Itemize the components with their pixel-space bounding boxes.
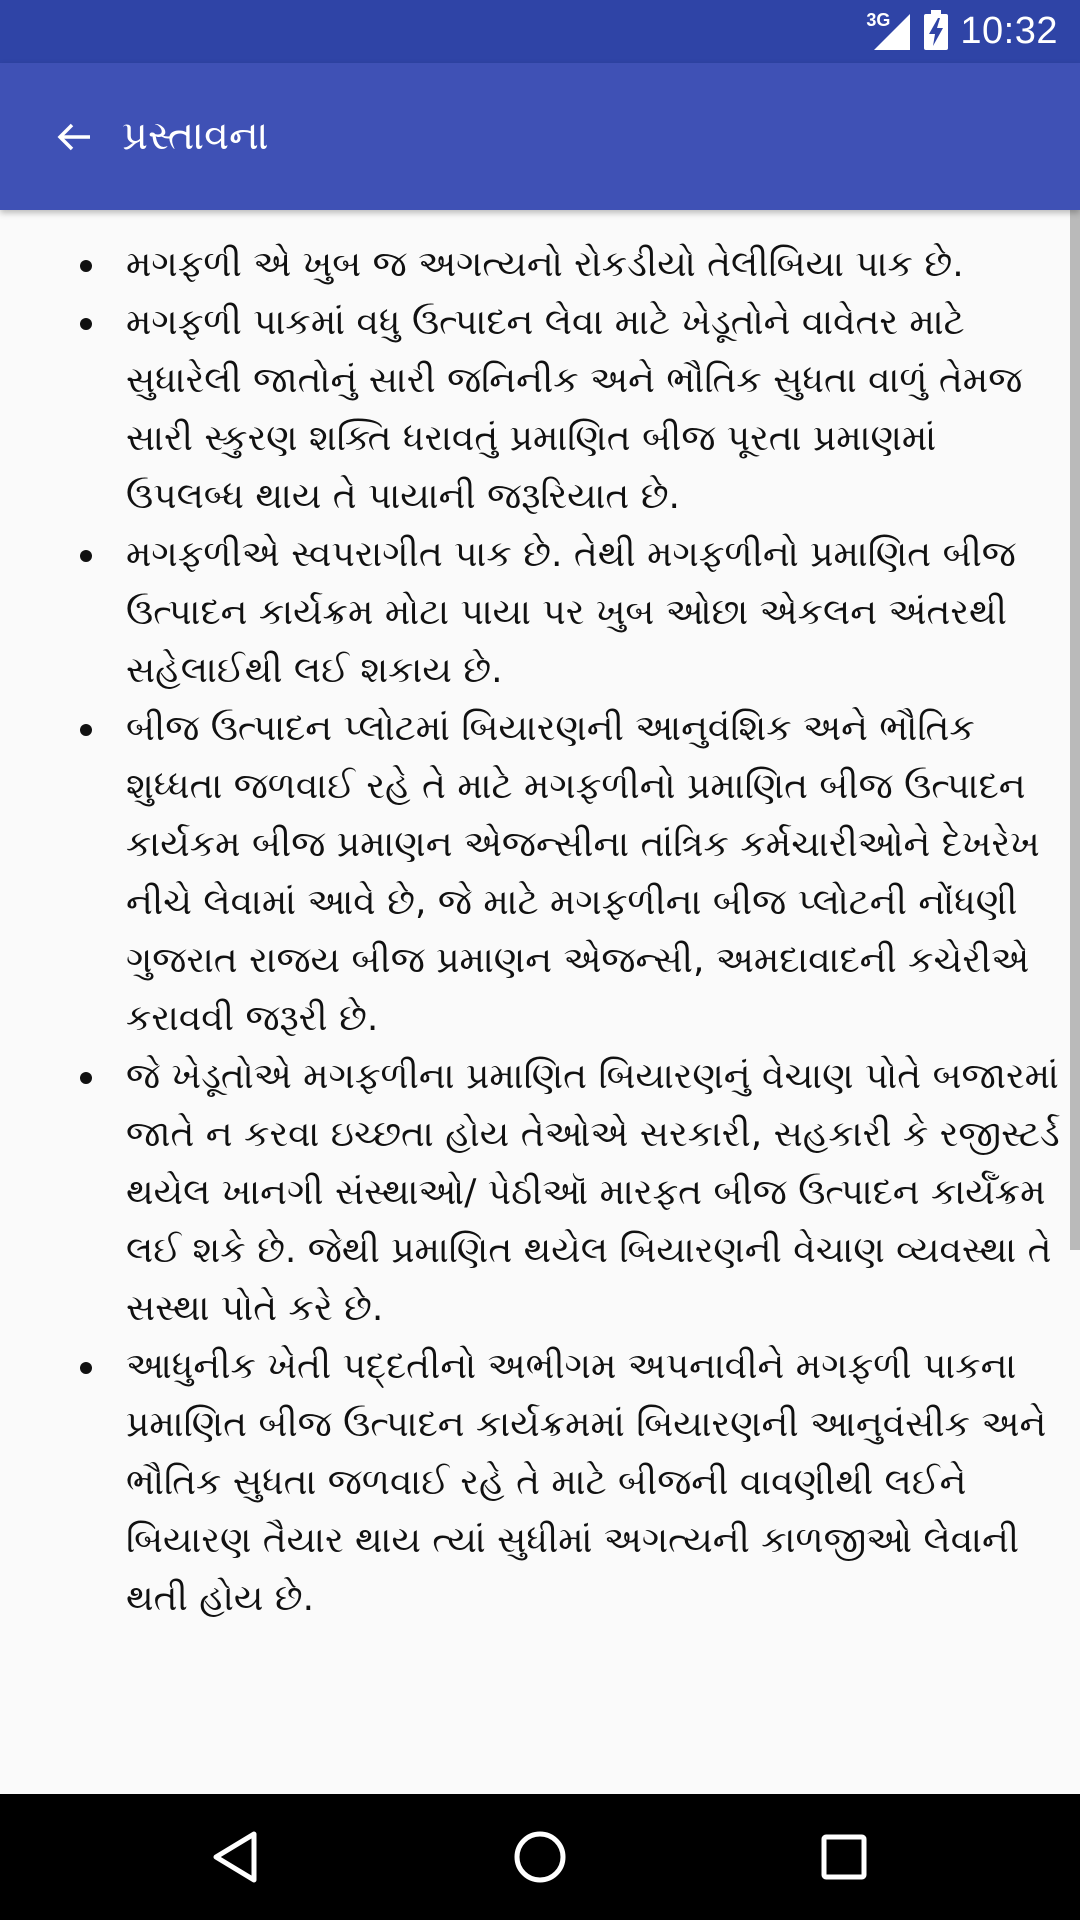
list-item-text: આધુનીક ખેતી પદ્દતીનો અભીગમ અપનાવીને મગફળી પાકના પ્રમાણિત બીજ ઉત્પાદન કાર્યક્રમમાં બિયારણની આનુવંસીક અને ભૌતિક સુધતા જળવાઈ રહે તે માટે બીજની વાવણીથી લઈને બિયારણ તૈયાર થાય ત્યાં સુધીમાં અગત્યની કાળજીઓ લેવાની થતી હોય છે. <box>126 1346 1047 1619</box>
bullet-icon <box>80 318 92 330</box>
list-item-text: મગફળીએ સ્વપરાગીત પાક છે. તેથી મગફળીનો પ્રમાણિત બીજ ઉત્પાદન કાર્યક્રમ મોટા પાયા પર ખુબ ઓછા એકલન અંતરથી સહેલાઈથી લઈ શકાય છે. <box>126 534 1016 691</box>
list-item <box>0 1048 1062 1338</box>
list-item-text: મગફળી પાકમાં વધુ ઉત્પાદન લેવા માટે ખેડૂતોને વાવેતર માટે સુધારેલી જાતોનું સારી જનિનીક અને ભૌતિક સુધતા વાળું તેમજ સારી સ્કુરણ શક્તિ ધરાવતું પ્રમાણિત બીજ પૂરતા પ્રમાણમાં ઉપલબ્ધ થાય તે પાયાની જરૂરિયાત છે. <box>126 302 1023 517</box>
bullet-icon <box>80 550 92 562</box>
back-button[interactable] <box>36 99 112 175</box>
page-title: પ્રસ્તાવના <box>122 113 269 159</box>
list-item-text: બીજ ઉત્પાદન પ્લોટમાં બિયારણની આનુવંશિક અને ભૌતિક શુધ્ધતા જળવાઈ રહે તે માટે મગફળીનો પ્રમાણિત બીજ ઉત્પાદન કાર્યકમ બીજ પ્રમાણન એજન્સીના તાંત્રિક કર્મચારીઓને દેખરેખ નીચે લેવામાં આવે છે, જે માટે મગફળીના બીજ પ્લોટની નોંધણી ગુજરાત રાજય બીજ પ્રમાણન એજન્સી, અમદાવાદની કચેરીએ કરાવવી જરૂરી છે. <box>126 708 1040 1039</box>
scrollbar-thumb[interactable] <box>1070 210 1080 1250</box>
bullet-icon <box>80 1362 92 1374</box>
list-item-text: જે ખેડૂતોએ મગફળીના પ્રમાણિત બિયારણનું વેચાણ પોતે બજારમાં જાતે ન કરવા ઇચ્છતા હોય તેઓએ સરકારી, સહકારી કે રજીસ્ટર્ડ થયેલ ખાનગી સંસ્થાઓ/ પેઠીઑ મારફત બીજ ઉત્પાદન કાર્યઁક્રમ લઈ શકે છે. જેથી પ્રમાણિત થયેલ બિયારણની વેચાણ વ્યવસ્થા તે સસ્થા પોતે કરે છે. <box>126 1056 1060 1329</box>
bullet-list <box>0 210 1080 1628</box>
list-item <box>0 1338 1062 1628</box>
recents-square-icon <box>820 1833 868 1881</box>
nav-recents-button[interactable] <box>799 1812 889 1902</box>
signal-icon <box>866 9 912 52</box>
status-time: 10:32 <box>960 10 1058 52</box>
nav-home-button[interactable] <box>495 1812 585 1902</box>
bullet-icon <box>80 260 92 272</box>
list-item <box>0 526 1062 700</box>
navigation-bar <box>0 1794 1080 1920</box>
nav-back-button[interactable] <box>190 1812 280 1902</box>
list-item-text: મગફળી એ ખુબ જ અગત્યનો રોકડીયો તેલીબિયા પાક છે. <box>126 244 964 285</box>
list-item <box>0 236 1062 294</box>
network-type-label: 3G <box>866 9 891 30</box>
app-bar <box>0 63 1080 210</box>
content-scroll-area[interactable] <box>0 210 1080 1794</box>
arrow-back-icon <box>54 117 94 157</box>
bullet-icon <box>80 724 92 736</box>
list-item <box>0 294 1062 526</box>
battery-charging-icon <box>924 10 948 54</box>
bullet-icon <box>80 1072 92 1084</box>
list-item <box>0 700 1062 1048</box>
status-bar <box>0 0 1080 63</box>
home-circle-icon <box>512 1829 568 1885</box>
status-icons <box>866 0 1058 63</box>
back-triangle-icon <box>210 1830 260 1884</box>
